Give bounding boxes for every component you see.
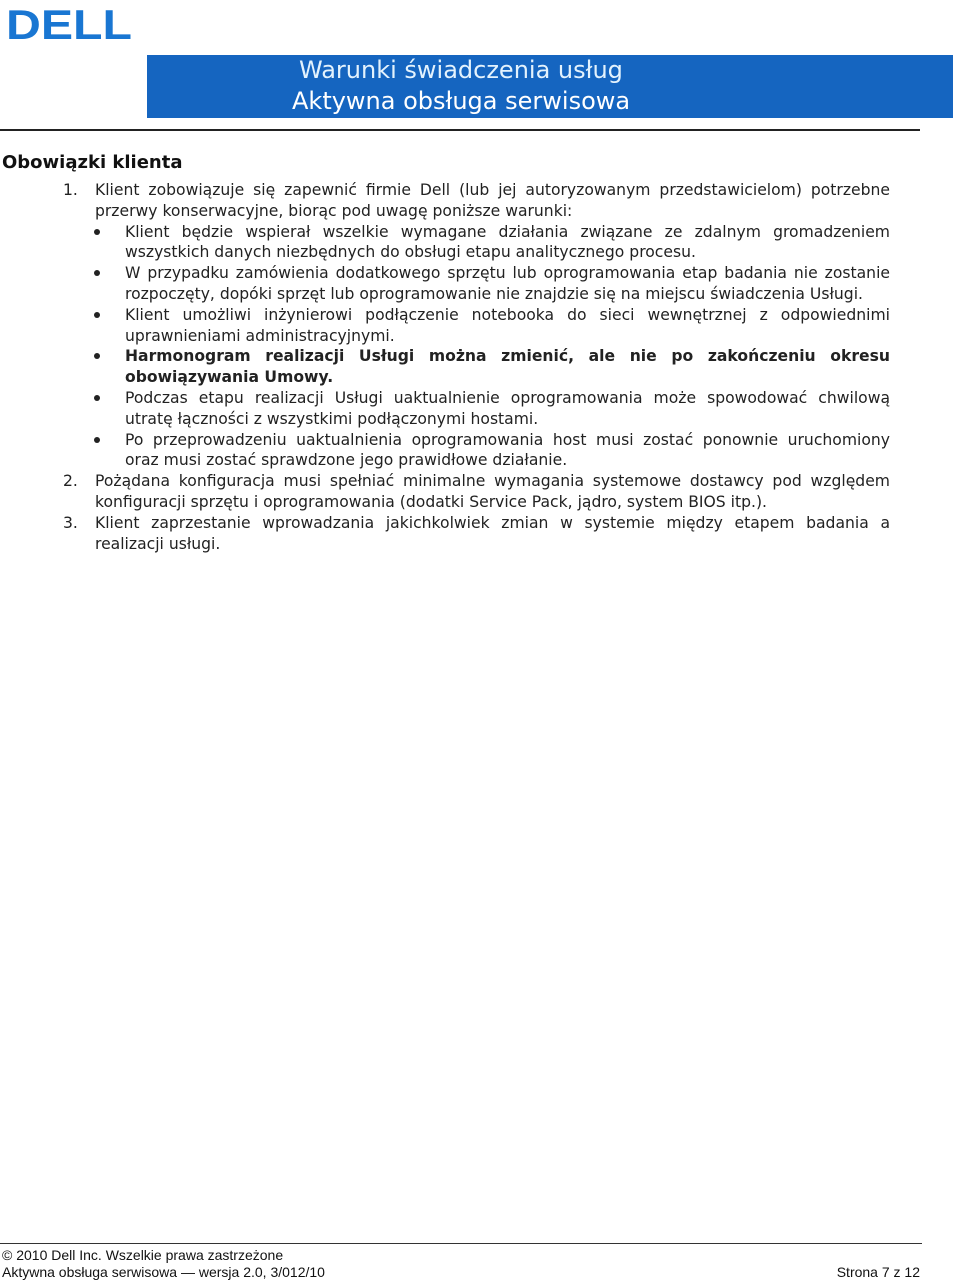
- obligations-list: [0, 180, 890, 554]
- bullet-icon: [94, 312, 100, 318]
- bullet-item: [0, 305, 890, 347]
- bullet-item: [0, 430, 890, 472]
- bullet-text: Podczas etapu realizacji Usługi uaktualnienie oprogramowania może spowodować chwilową utratę łączności z wszystkimi podłączonymi hostami.: [125, 388, 890, 428]
- bullet-text: Klient będzie wspierał wszelkie wymagane działania związane ze zdalnym gromadzeniem wszystkich danych niezbędnych do obsługi etapu analitycznego procesu.: [125, 222, 890, 262]
- bullet-text: W przypadku zamówienia dodatkowego sprzętu lub oprogramowania etap badania nie zostanie rozpoczęty, dopóki sprzęt lub oprogramowanie nie znajdzie się na miejscu świadczenia Usługi.: [125, 264, 890, 303]
- bullet-item: [0, 222, 890, 264]
- bullet-icon: [94, 437, 100, 443]
- list-item-3: [0, 513, 890, 555]
- bullet-text: Harmonogram realizacji Usługi można zmienić, ale nie po zakończeniu okresu obowiązywania Umowy.: [125, 347, 890, 387]
- header-divider: [0, 129, 920, 131]
- section-heading: Obowiązki klienta: [2, 152, 183, 173]
- bullet-item: [0, 263, 890, 305]
- document-title: Warunki świadczenia usług: [299, 56, 623, 84]
- bullet-item: [0, 346, 890, 388]
- bullet-text: Po przeprowadzeniu uaktualnienia oprogramowania host musi zostać ponownie uruchomiony oraz musi zostać sprawdzone jego prawidłowe działanie.: [125, 430, 890, 470]
- list-item-text: Klient zobowiązuje się zapewnić firmie Dell (lub jej autoryzowanym przedstawicielom) potrzebne przerwy konserwacyjne, biorąc pod uwagę poniższe warunki:: [95, 181, 890, 220]
- footer-divider: [0, 1243, 922, 1244]
- bullet-item: [0, 388, 890, 430]
- header-band: [147, 55, 953, 118]
- list-item-1: [0, 180, 890, 222]
- bullet-icon: [94, 395, 100, 401]
- dell-logo-text: DELL: [6, 4, 132, 44]
- bullet-icon: [94, 353, 100, 359]
- dell-logo-mark: [6, 4, 134, 44]
- bullet-text: Klient umożliwi inżynierowi podłączenie notebooka do sieci wewnętrznej z odpowiednimi uprawnieniami administracyjnymi.: [125, 305, 890, 345]
- list-item-text: Pożądana konfiguracja musi spełniać minimalne wymagania systemowe dostawcy pod względem konfiguracji sprzętu i oprogramowania (dodatki Service Pack, jądro, system BIOS itp.).: [95, 472, 890, 511]
- dell-logo: [6, 4, 134, 44]
- list-item-number: 1.: [63, 181, 78, 199]
- list-item-text: Klient zaprzestanie wprowadzania jakichkolwiek zmian w systemie między etapem badania a realizacji usługi.: [95, 513, 890, 553]
- list-item-2: [0, 471, 890, 513]
- bullet-icon: [94, 270, 100, 276]
- footer-page-number: Strona 7 z 12: [836, 1264, 920, 1280]
- list-item-number: 3.: [63, 513, 78, 532]
- list-item-number: 2.: [63, 472, 78, 491]
- document-subtitle: Aktywna obsługa serwisowa: [292, 87, 631, 115]
- footer-copyright: © 2010 Dell Inc. Wszelkie prawa zastrzeżone: [2, 1247, 284, 1263]
- footer-version: Aktywna obsługa serwisowa — wersja 2.0, 3/012/10: [2, 1264, 325, 1280]
- bullet-icon: [94, 229, 100, 235]
